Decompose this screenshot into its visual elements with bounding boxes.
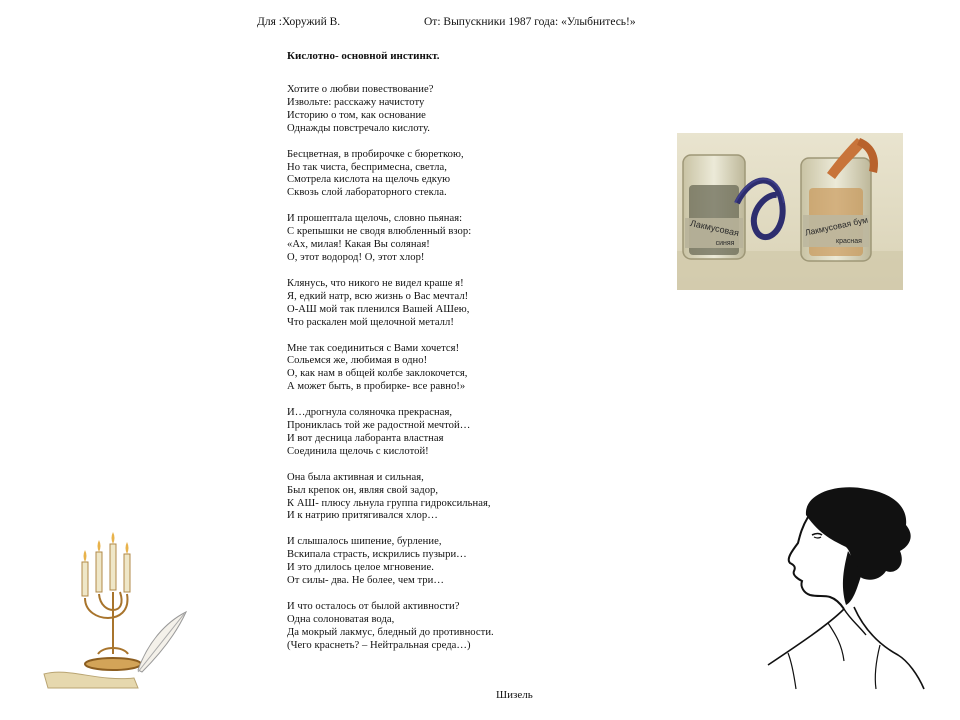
poem-line: Сквозь слой лабораторного стекла.: [287, 187, 447, 199]
poem-line: Я, едкий натр, всю жизнь о Вас мечтал!: [287, 290, 469, 302]
poem-line: И вот десница лаборанта властная: [287, 432, 444, 444]
poem-line: Смотрела кислота на щелочь едкую: [287, 174, 451, 186]
poem-line: Одна солоноватая вода,: [287, 613, 395, 625]
litmus-jars-photo: [677, 133, 903, 290]
svg-text:Лакмусовая бум: Лакмусовая бум: [804, 214, 869, 238]
poem-line: И к натрию притягивался хлор…: [287, 510, 438, 522]
svg-text:Лакмусовая: Лакмусовая: [689, 218, 740, 239]
poem-line: Клянусь, что никого не видел краше я!: [287, 277, 464, 289]
poem-signature: Шизель: [496, 689, 533, 701]
poem-line: «Ах, милая! Какая Вы соляная!: [287, 239, 430, 251]
poem-line: И это длилось целое мгновение.: [287, 562, 434, 574]
header-to: Для :Хоружий В.: [257, 16, 341, 28]
poem-line: Историю о том, как основание: [287, 109, 426, 121]
poem-line: Бесцветная, в пробирочке с бюреткою,: [287, 148, 464, 160]
poem-line: А может быть, в пробирке- все равно!»: [287, 381, 466, 393]
svg-text:синяя: синяя: [715, 240, 735, 247]
poem-line: Прониклась той же радостной мечтой…: [287, 420, 471, 432]
poem-body: [287, 84, 577, 666]
candelabrum-quill-icon: [38, 522, 188, 690]
poem-stanza: [287, 149, 577, 201]
poem-stanza: [287, 84, 577, 136]
svg-text:красная: красная: [836, 238, 862, 245]
poem-line: С крепышки не сводя влюбленный взор:: [287, 226, 472, 238]
header-from: От: Выпускники 1987 года: «Улыбнитесь!»: [424, 16, 636, 28]
poem-stanza: [287, 407, 577, 459]
poem-line: Извольте: расскажу начистоту: [287, 96, 425, 108]
poem-line: Хотите о любви повествование?: [287, 84, 434, 95]
pushkin-profile-sketch: [758, 485, 933, 690]
poem-line: И…дрогнула соляночка прекрасная,: [287, 407, 453, 419]
poem-stanza: [287, 278, 577, 330]
poem-stanza: [287, 601, 577, 653]
poem-stanza: [287, 536, 577, 588]
poem-title: Кислотно- основной инстинкт.: [287, 50, 440, 62]
poem-line: О, как нам в общей колбе заклокочется,: [287, 368, 468, 380]
poem-stanza: [287, 343, 577, 395]
poem-line: Однажды повстречало кислоту.: [287, 122, 430, 134]
poem-line: И прошептала щелочь, словно пьяная:: [287, 213, 463, 225]
poem-line: К АШ- плюсу льнула группа гидроксильная,: [287, 497, 491, 509]
poem-line: Сольемся же, любимая в одно!: [287, 355, 428, 367]
poem-line: Да мокрый лакмус, бледный до противности.: [287, 626, 494, 638]
poem-line: Что раскален мой щелочной металл!: [287, 316, 454, 328]
poem-line: Но так чиста, беспримесна, светла,: [287, 161, 447, 173]
poem-line: О, этот водород! О, этот хлор!: [287, 251, 425, 263]
poem-line: Соединила щелочь с кислотой!: [287, 445, 429, 457]
poem-line: О-АШ мой так пленился Вашей АШею,: [287, 303, 470, 315]
left-jar: [683, 155, 745, 259]
poem-line: Мне так соединиться с Вами хочется!: [287, 342, 460, 354]
poem-line: (Чего краснеть? – Нейтральная среда…): [287, 639, 471, 651]
poem-stanza: [287, 472, 577, 524]
poem-line: И что осталось от былой активности?: [287, 601, 460, 612]
poem-line: Был крепок он, являя свой задор,: [287, 484, 439, 496]
poem-line: Вскипала страсть, искрились пузыри…: [287, 549, 467, 561]
poem-line: Она была активная и сильная,: [287, 471, 424, 483]
poem-stanza: [287, 213, 577, 265]
poem-line: И слышалось шипение, бурление,: [287, 536, 442, 548]
poem-line: От силы- два. Не более, чем три…: [287, 575, 444, 587]
